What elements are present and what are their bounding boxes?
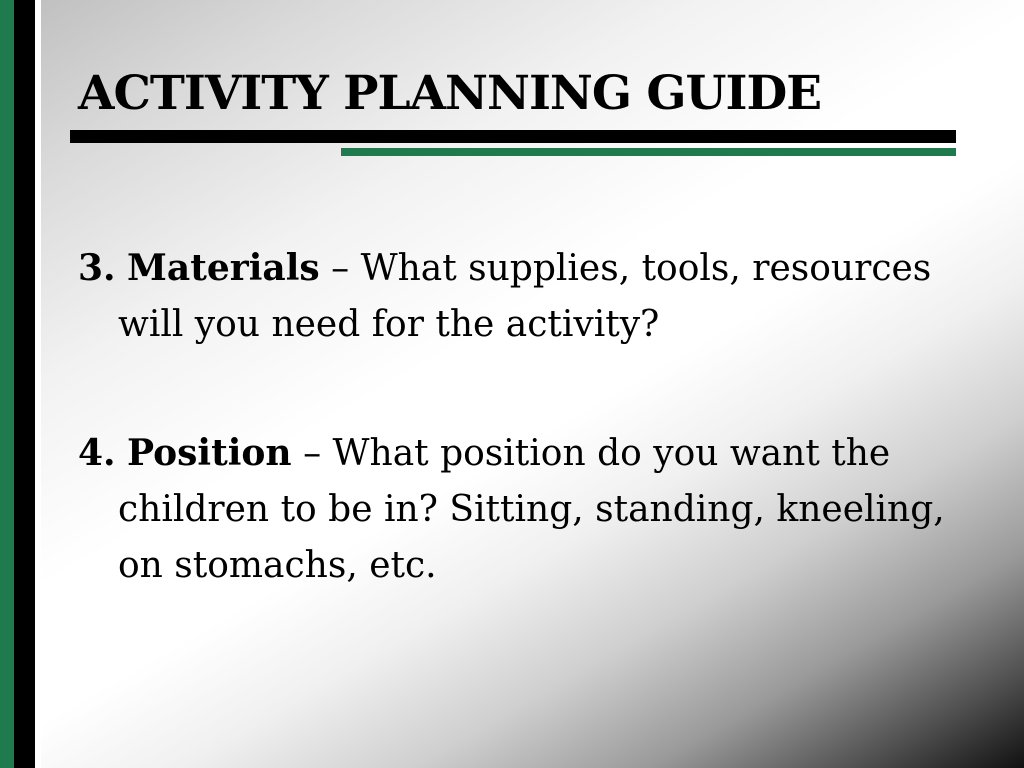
left-white-gap [35, 0, 41, 768]
item-term: Materials [127, 247, 320, 289]
item-separator: – [303, 433, 322, 474]
left-green-stripe [0, 0, 14, 768]
slide-body [78, 240, 958, 666]
left-black-stripe [14, 0, 35, 768]
item-number: 3. [78, 247, 116, 289]
title-underline-black [70, 130, 956, 143]
slide-title: ACTIVITY PLANNING GUIDE [78, 66, 822, 121]
item-separator: – [331, 248, 350, 289]
item-description: What position do you want the children to be in? Sitting, standing, kneeling, on stomachs, etc. [118, 433, 945, 586]
list-item-position [78, 425, 958, 594]
item-number: 4. [78, 432, 116, 474]
item-term: Position [127, 432, 292, 474]
list-item-materials [78, 240, 958, 353]
item-description: What supplies, tools, resources will you need for the activity? [118, 248, 932, 345]
title-underline-green [341, 148, 956, 156]
